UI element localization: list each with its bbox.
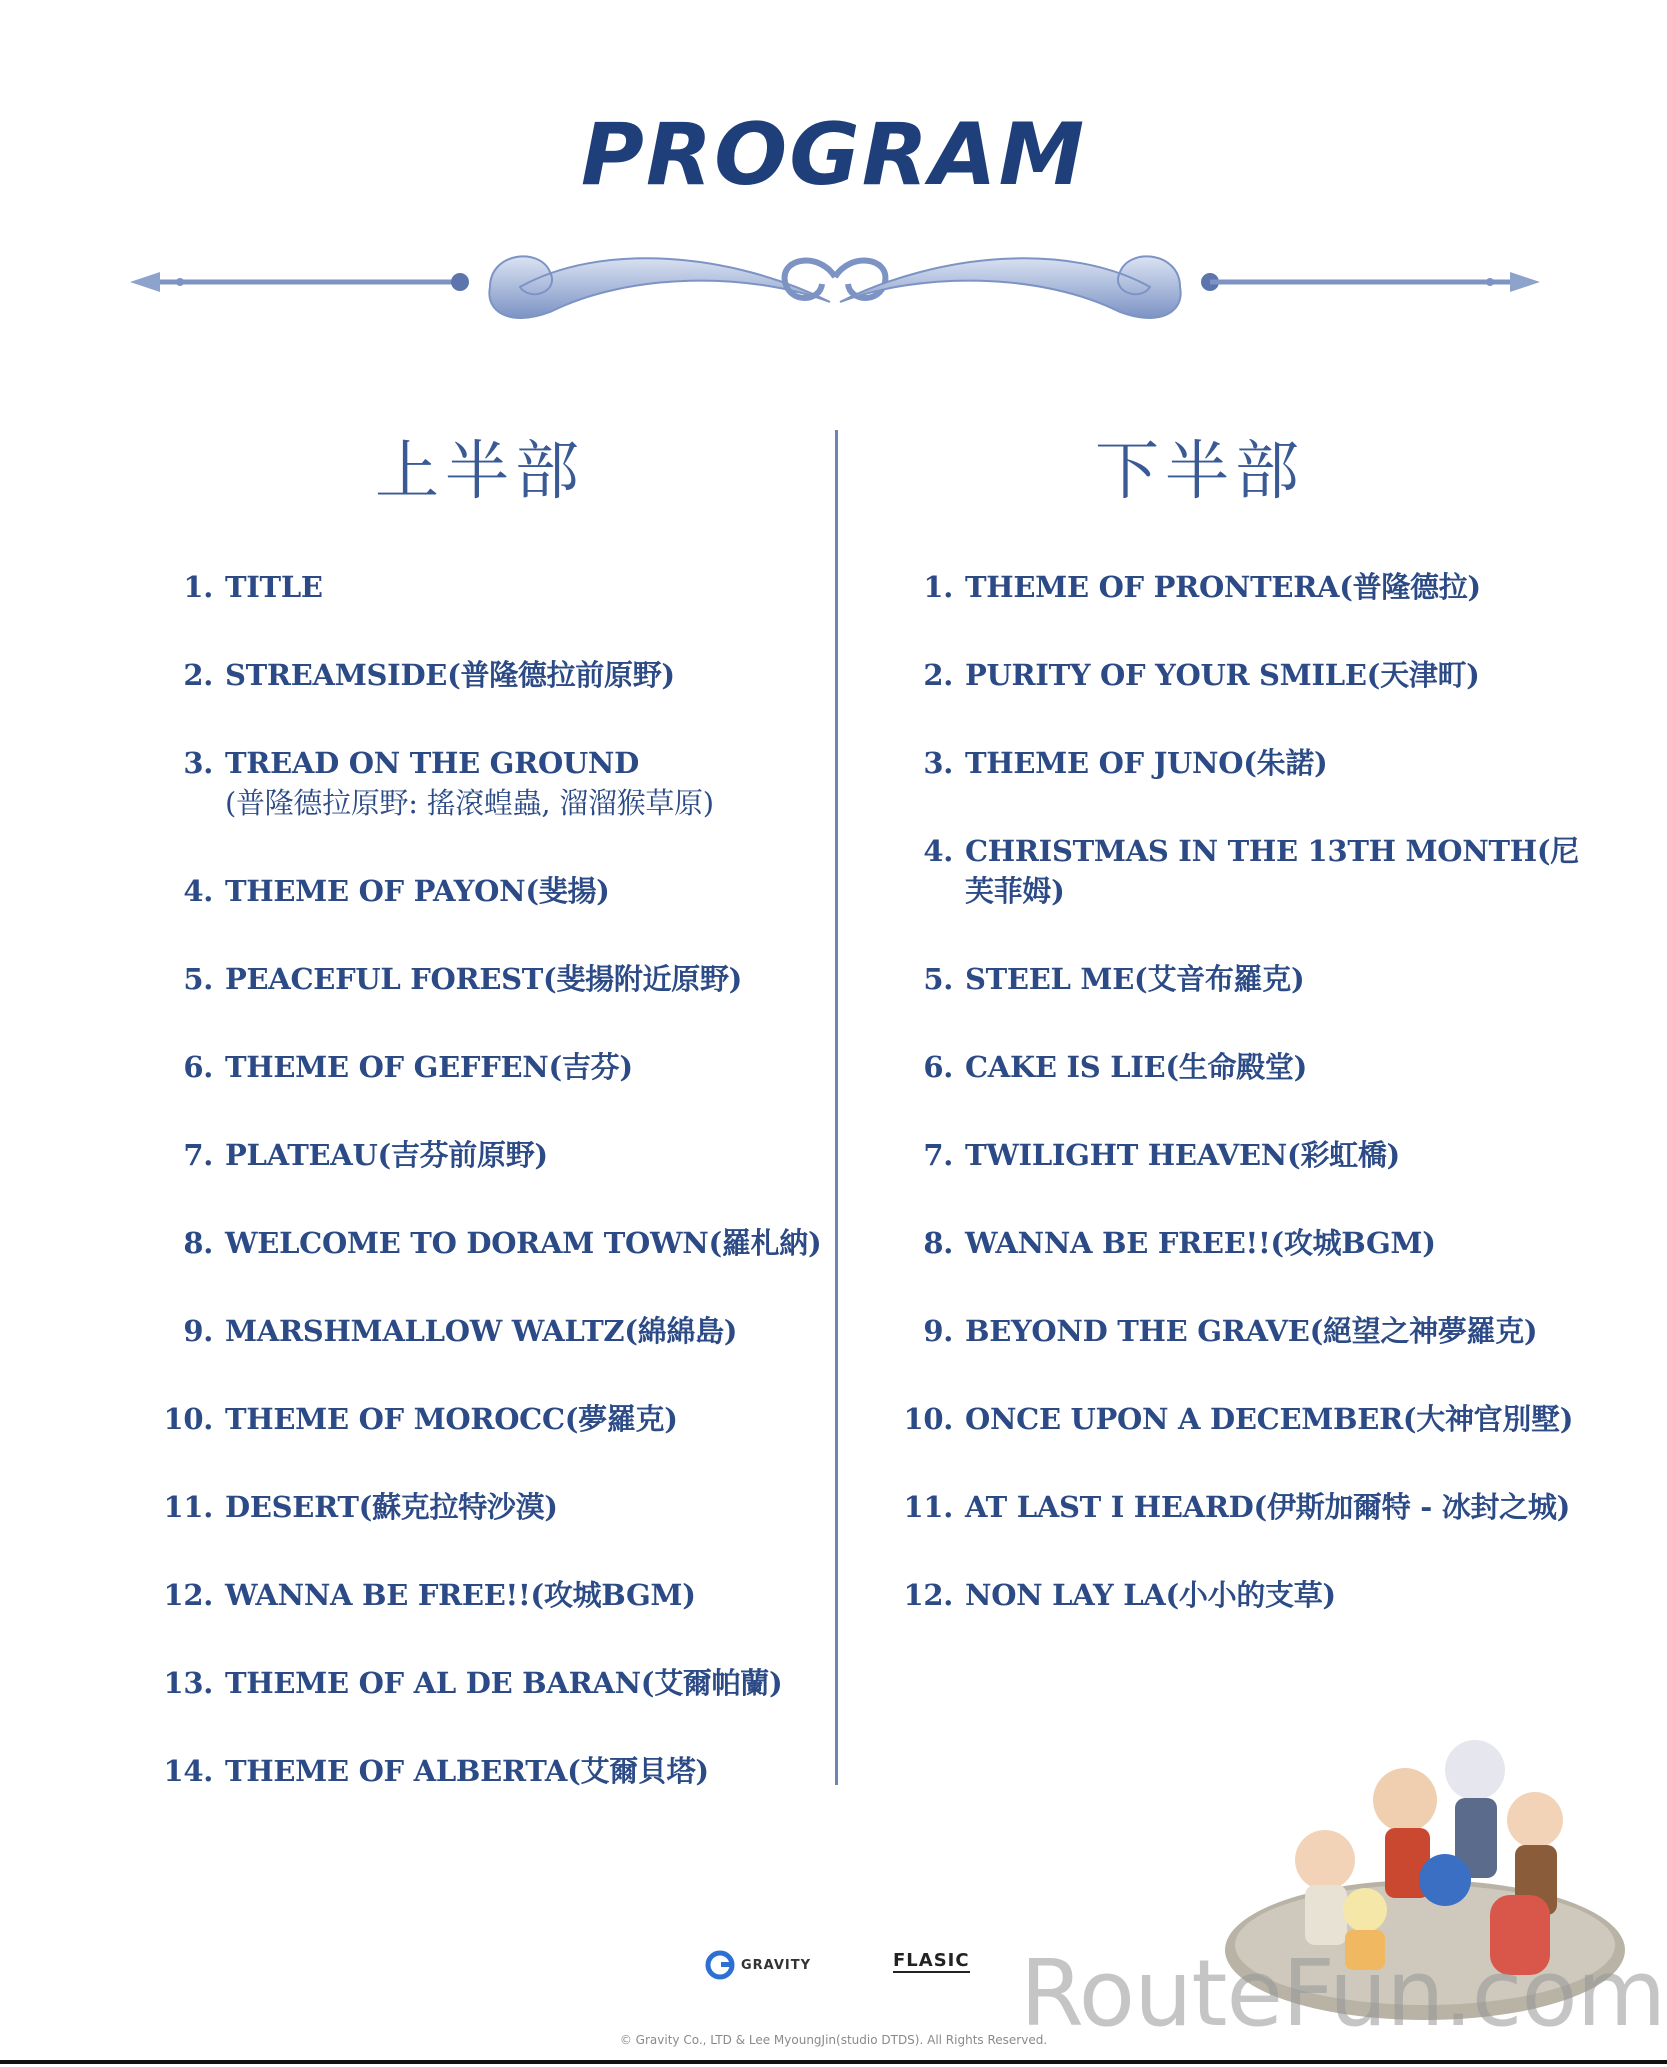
item-title: THEME OF GEFFEN(吉芬) bbox=[225, 1050, 633, 1084]
item-title: THEME OF AL DE BARAN(艾爾帕蘭) bbox=[225, 1666, 783, 1700]
bottom-rule bbox=[0, 2060, 1667, 2064]
item-number: 13. bbox=[163, 1666, 213, 1700]
gravity-logo-text: GRAVITY bbox=[741, 1957, 812, 1973]
item-number: 2. bbox=[923, 658, 953, 692]
item-text bbox=[965, 1311, 1600, 1351]
item-title: CAKE IS LIE(生命殿堂) bbox=[965, 1050, 1307, 1084]
page-title: PROGRAM bbox=[580, 105, 1087, 205]
item-title: WANNA BE FREE!!(攻城BGM) bbox=[965, 1226, 1436, 1260]
item-number: 5. bbox=[183, 962, 213, 996]
item-title: MARSHMALLOW WALTZ(綿綿島) bbox=[225, 1314, 738, 1348]
item-number: 2. bbox=[183, 658, 213, 692]
item-number: 9. bbox=[183, 1314, 213, 1348]
watermark: RouteFun.com bbox=[1020, 1940, 1666, 2047]
item-text bbox=[965, 1223, 1600, 1263]
item-number: 6. bbox=[183, 1050, 213, 1084]
item-number: 1. bbox=[923, 570, 953, 604]
program-item bbox=[880, 1223, 1600, 1263]
item-text bbox=[225, 567, 860, 607]
item-number: 12. bbox=[903, 1578, 953, 1612]
item-text bbox=[225, 1047, 860, 1087]
item-number: 10. bbox=[903, 1402, 953, 1436]
item-text bbox=[965, 1487, 1600, 1527]
first-half-heading: 上半部 bbox=[375, 435, 585, 509]
program-item bbox=[880, 1311, 1600, 1351]
item-number: 7. bbox=[183, 1138, 213, 1172]
item-title: THEME OF MOROCC(夢羅克) bbox=[225, 1402, 678, 1436]
program-item bbox=[880, 1135, 1600, 1175]
program-item bbox=[140, 1487, 860, 1527]
program-item bbox=[880, 1487, 1600, 1527]
item-text bbox=[225, 1575, 860, 1615]
item-title: THEME OF PRONTERA(普隆德拉) bbox=[965, 570, 1481, 604]
program-item bbox=[140, 655, 860, 695]
program-item bbox=[140, 1223, 860, 1263]
program-item bbox=[140, 1135, 860, 1175]
item-title: WELCOME TO DORAM TOWN(羅札納) bbox=[225, 1226, 822, 1260]
item-text bbox=[965, 1399, 1600, 1439]
item-text bbox=[965, 1135, 1600, 1175]
item-number: 10. bbox=[163, 1402, 213, 1436]
item-number: 6. bbox=[923, 1050, 953, 1084]
item-number: 9. bbox=[923, 1314, 953, 1348]
item-number: 3. bbox=[923, 746, 953, 780]
first-half-column bbox=[140, 420, 860, 1839]
item-number: 11. bbox=[163, 1490, 213, 1524]
program-item bbox=[880, 1575, 1600, 1615]
program-item bbox=[140, 1663, 860, 1703]
gravity-logo bbox=[705, 1950, 811, 1980]
program-item bbox=[140, 1311, 860, 1351]
item-title: WANNA BE FREE!!(攻城BGM) bbox=[225, 1578, 696, 1612]
item-number: 8. bbox=[183, 1226, 213, 1260]
item-number: 11. bbox=[903, 1490, 953, 1524]
program-item bbox=[880, 831, 1600, 911]
item-text bbox=[225, 1223, 860, 1263]
item-number: 3. bbox=[183, 746, 213, 780]
item-title: TWILIGHT HEAVEN(彩虹橋) bbox=[965, 1138, 1400, 1172]
program-item bbox=[140, 1575, 860, 1615]
second-half-column bbox=[880, 420, 1600, 1663]
program-item bbox=[140, 1047, 860, 1087]
item-title: THEME OF JUNO(朱諾) bbox=[965, 746, 1328, 780]
item-title: THEME OF PAYON(斐揚) bbox=[225, 874, 610, 908]
item-text bbox=[965, 1575, 1600, 1615]
item-title: NON LAY LA(小小的支草) bbox=[965, 1578, 1336, 1612]
item-number: 7. bbox=[923, 1138, 953, 1172]
gravity-logo-icon bbox=[705, 1950, 735, 1980]
item-number: 5. bbox=[923, 962, 953, 996]
program-item bbox=[880, 567, 1600, 607]
program-item bbox=[880, 1399, 1600, 1439]
item-text bbox=[225, 1311, 860, 1351]
program-item bbox=[880, 743, 1600, 783]
flasic-logo: FLASIC bbox=[893, 1950, 970, 1971]
item-number: 1. bbox=[183, 570, 213, 604]
item-number: 12. bbox=[163, 1578, 213, 1612]
copyright-text: © Gravity Co., LTD & Lee MyoungJin(studio DTDS). All Rights Reserved. bbox=[619, 2033, 1048, 2047]
item-text bbox=[225, 959, 860, 999]
item-number: 14. bbox=[163, 1754, 213, 1788]
item-title: PLATEAU(吉芬前原野) bbox=[225, 1138, 548, 1172]
second-half-list bbox=[880, 567, 1600, 1615]
item-text bbox=[965, 567, 1600, 607]
item-title: DESERT(蘇克拉特沙漠) bbox=[225, 1490, 558, 1524]
item-title: STEEL ME(艾音布羅克) bbox=[965, 962, 1305, 996]
item-text bbox=[965, 1047, 1600, 1087]
ornament-divider bbox=[130, 232, 1540, 352]
item-text bbox=[965, 655, 1600, 695]
item-text bbox=[225, 655, 860, 695]
item-title: TREAD ON THE GROUND bbox=[225, 746, 639, 780]
item-number: 4. bbox=[923, 834, 953, 868]
program-item bbox=[140, 1751, 860, 1791]
program-item bbox=[140, 743, 860, 823]
program-item bbox=[140, 871, 860, 911]
item-text bbox=[225, 743, 860, 823]
item-text bbox=[225, 1751, 860, 1791]
item-title: THEME OF ALBERTA(艾爾貝塔) bbox=[225, 1754, 709, 1788]
item-text bbox=[965, 831, 1600, 911]
item-text bbox=[225, 1399, 860, 1439]
item-text bbox=[965, 959, 1600, 999]
item-title: PURITY OF YOUR SMILE(天津町) bbox=[965, 658, 1480, 692]
item-text bbox=[225, 1135, 860, 1175]
program-item bbox=[140, 1399, 860, 1439]
sponsor-logos bbox=[705, 1950, 1035, 2000]
program-item bbox=[880, 655, 1600, 695]
item-title: TITLE bbox=[225, 570, 323, 604]
program-item bbox=[880, 1047, 1600, 1087]
item-title: ONCE UPON A DECEMBER(大神官別墅) bbox=[965, 1402, 1574, 1436]
item-title: STREAMSIDE(普隆德拉前原野) bbox=[225, 658, 675, 692]
program-item bbox=[140, 959, 860, 999]
item-title: PEACEFUL FOREST(斐揚附近原野) bbox=[225, 962, 743, 996]
program-item bbox=[880, 959, 1600, 999]
item-title: AT LAST I HEARD(伊斯加爾特 - 冰封之城) bbox=[965, 1490, 1570, 1524]
first-half-list bbox=[140, 567, 860, 1791]
item-title: CHRISTMAS IN THE 13TH MONTH(尼芙菲姆) bbox=[965, 834, 1579, 908]
item-text bbox=[965, 743, 1600, 783]
item-text bbox=[225, 1663, 860, 1703]
item-number: 4. bbox=[183, 874, 213, 908]
second-half-heading: 下半部 bbox=[1095, 435, 1305, 509]
program-item bbox=[140, 567, 860, 607]
item-subtitle: (普隆德拉原野: 搖滾蝗蟲, 溜溜猴草原) bbox=[225, 786, 714, 820]
item-text bbox=[225, 871, 860, 911]
item-title: BEYOND THE GRAVE(絕望之神夢羅克) bbox=[965, 1314, 1538, 1348]
item-number: 8. bbox=[923, 1226, 953, 1260]
item-text bbox=[225, 1487, 860, 1527]
